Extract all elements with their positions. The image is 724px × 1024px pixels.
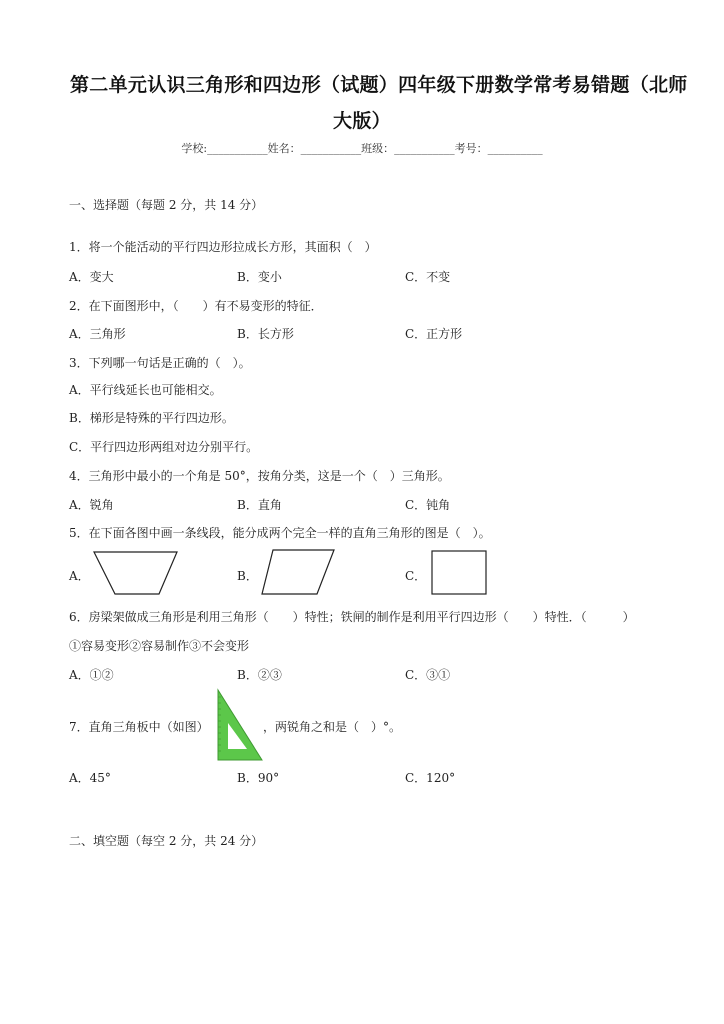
question-6-sub-statements: ①容易变形②容易制作③不会变形 (69, 639, 250, 653)
parallelogram-figure (262, 550, 334, 594)
question-2-option-b: B．长方形 (237, 327, 294, 341)
question-5-option-a: A． (69, 569, 90, 583)
question-5-option-c: C． (405, 569, 427, 583)
question-6-option-a: A．①② (69, 668, 114, 682)
question-1-option-c: C．不变 (405, 270, 451, 284)
question-2-stem: 2．在下面图形中，（ ）有不易变形的特征． (69, 299, 323, 313)
question-3-option-b: B．梯形是特殊的平行四边形。 (69, 411, 234, 425)
question-2-option-a: A．三角形 (69, 327, 126, 341)
square-figure (432, 551, 486, 594)
question-4-stem: 4．三角形中最小的一个角是 50°，按角分类，这是一个（ ）三角形。 (69, 469, 450, 483)
question-4-option-b: B．直角 (237, 498, 282, 512)
question-7-option-a: A．45° (69, 771, 111, 785)
question-3-stem: 3．下列哪一句话是正确的（ ）。 (69, 356, 251, 370)
question-6-option-c: C．③① (405, 668, 451, 682)
question-6-option-b: B．②③ (237, 668, 282, 682)
question-4-option-a: A．锐角 (69, 498, 114, 512)
question-1-option-a: A．变大 (69, 270, 114, 284)
question-7-option-b: B．90° (237, 771, 280, 785)
question-4-option-c: C．钝角 (405, 498, 451, 512)
question-7-stem-after: ，两锐角之和是（ ）°。 (263, 720, 402, 734)
section-heading-fill-in: 二、填空题（每空 2 分，共 24 分） (69, 834, 264, 848)
question-2-option-c: C．正方形 (405, 327, 463, 341)
title-line-1: 第二单元认识三角形和四边形（试题）四年级下册数学常考易错题（北师 (70, 74, 688, 96)
question-5-option-b: B． (237, 569, 258, 583)
question-3-option-a: A．平行线延长也可能相交。 (69, 383, 222, 397)
question-1-option-b: B．变小 (237, 270, 282, 284)
question-7-option-c: C．120° (405, 771, 456, 785)
question-5-stem: 5．在下面各图中画一条线段，能分成两个完全一样的直角三角形的图是（ ）。 (69, 526, 491, 540)
question-1-stem: 1．将一个能活动的平行四边形拉成长方形，其面积（ ） (69, 240, 377, 254)
title-line-2: 大版） (333, 110, 391, 132)
section-heading-choice: 一、选择题（每题 2 分，共 14 分） (69, 198, 264, 212)
question-7-stem-before: 7．直角三角板中（如图） (69, 720, 209, 734)
question-3-option-c: C．平行四边形两组对边分别平行。 (69, 440, 259, 454)
question-6-stem: 6．房梁架做成三角形是利用三角形（ ）特性；铁闸的制作是利用平行四边形（ ）特性．（ ） (69, 610, 635, 624)
green-set-square-icon (217, 689, 263, 761)
student-info-line: 学校:___________姓名：___________班级：___________考号：__________ (181, 142, 543, 155)
